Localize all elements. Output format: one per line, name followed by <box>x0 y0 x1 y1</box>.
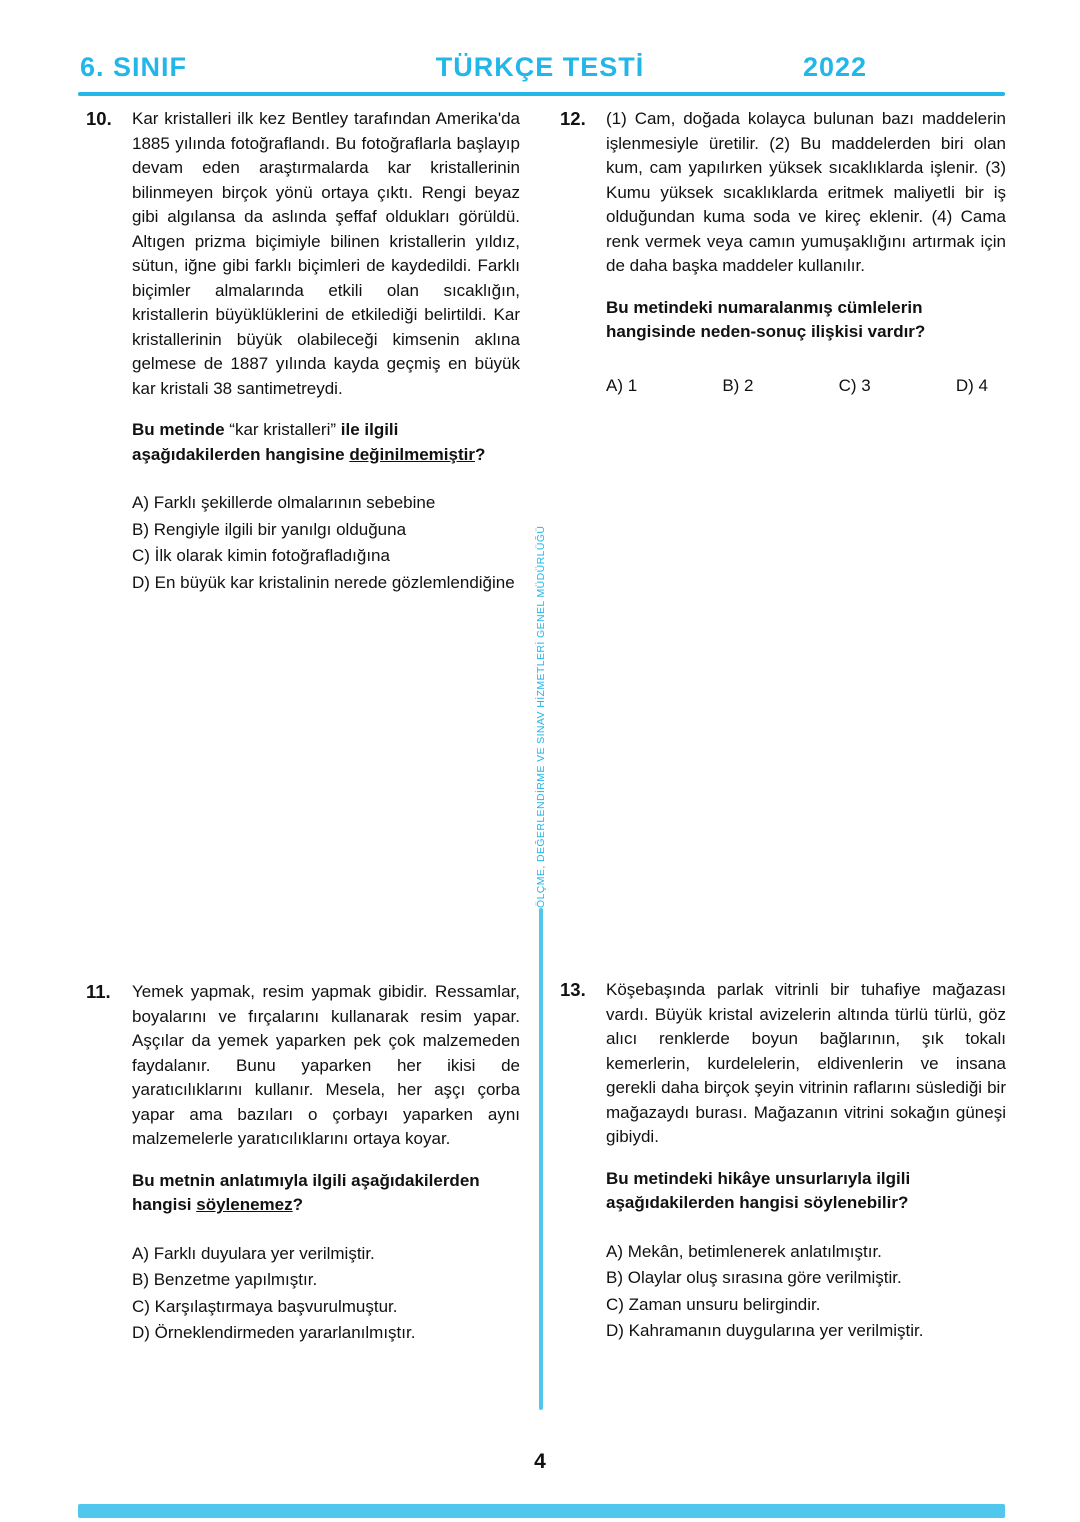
question-passage: Köşebaşında parlak vitrinli bir tuhafiye mağazası vardı. Büyük kristal avizelerin altında türlü türlü, göz alıcı renklerde boyun bağlarının, şık tokalı kemerlerin, kurdelelerin, eldivenlerin ve insana gerekli daha birçok şeyin vitrinin raflarını süslediği bir mağazaydı burası. Mağazanın vitrini sokağın güneşi gibiydi. <box>606 980 1006 1146</box>
question-stem: Bu metinde “kar kristalleri” ile ilgili aşağıdakilerden hangisine değinilmemiştir? <box>132 420 486 464</box>
question-number: 12. <box>560 108 586 129</box>
question-stem: Bu metindeki hikâye unsurlarıyla ilgili aşağıdakilerden hangisi söylenebilir? <box>606 1168 911 1212</box>
question-number: 11. <box>86 981 111 1002</box>
header-rule <box>78 92 1005 96</box>
option-c: C) İlk olarak kimin fotoğrafladığına <box>132 546 390 565</box>
question-11 <box>86 980 520 1347</box>
options-list <box>606 1239 1006 1345</box>
question-passage: Yemek yapmak, resim yapmak gibidir. Ressamlar, boyalarını ve fırçalarını kullanarak resim yapar. Aşçılar da yemek yaparken pek çok malzemeden faydalanır. Bunu yaparken her ikisi de yaratıcılıklarını kullanır. Mesela, her aşçı çorba yapar ama bazıları o çorbayı yaparken aynı malzemelerle yaratıcılıklarını ortaya koyar. <box>132 982 520 1148</box>
year-label: 2022 <box>803 52 868 82</box>
question-number: 10. <box>86 108 112 129</box>
option-b: B) Benzetme yapılmıştır. <box>132 1270 318 1289</box>
ministry-watermark: ÖLÇME, DEĞERLENDİRME VE SINAV HİZMETLERİ GENEL MÜDÜRLÜĞÜ <box>535 525 547 909</box>
option-d: D) 4 <box>955 375 988 395</box>
question-passage: Kar kristalleri ilk kez Bentley tarafından Amerika'da 1885 yılında fotoğraflandı. Bu fotoğraflarla başlayıp devam eden araştırmalarda kar kristallerinin bilinmeyen birçok yönü ortaya çıktı. Rengi beyaz gibi algılansa da aslında şeffaf oldukları görüldü. Altıgen prizma biçimiyle bilinen kristallerin yıldız, sütun, iğne gibi farklı biçimleri de kaydedildi. Farklı biçimler almalarında etkili olan sıcaklığın, kristallerin büyüklüklerini de etkilediği belirtildi. Kar kristallerinin büyük olabileceği kimsenin aklına gelmese de 1887 yılında kayda geçmiş en büyük kar kristali 38 santimetreydi. <box>132 109 520 398</box>
option-a: A) Mekân, betimlenerek anlatılmıştır. <box>606 1241 882 1261</box>
grade-label: 6. SINIF <box>80 52 188 82</box>
option-d: D) Örneklendirmeden yararlanılmıştır. <box>132 1323 416 1342</box>
test-title: TÜRKÇE TESTİ <box>435 52 645 82</box>
column-divider-line <box>539 908 543 1410</box>
question-number: 13. <box>560 979 586 1000</box>
option-b: B) Olaylar oluş sırasına göre verilmiştir. <box>606 1268 902 1287</box>
option-b: B) Rengiyle ilgili bir yanılgı olduğuna <box>132 519 407 539</box>
question-12 <box>560 107 1006 399</box>
question-stem: Bu metindeki numaralanmış cümlelerin hangisinde neden-sonuç ilişkisi vardır? <box>606 297 926 341</box>
option-c: C) Karşılaştırmaya başvurulmuştur. <box>132 1296 398 1316</box>
option-d: D) Kahramanın duygularına yer verilmiştir. <box>606 1321 924 1340</box>
question-stem: Bu metnin anlatımıyla ilgili aşağıdakilerden hangisi söylenemez? <box>132 1170 480 1214</box>
option-c: C) Zaman unsuru belirgindir. <box>606 1294 821 1314</box>
option-c: C) 3 <box>838 375 871 395</box>
options-list <box>606 373 1006 400</box>
question-13 <box>560 978 1006 1345</box>
footer-bar <box>78 1504 1005 1518</box>
page-number: 4 <box>534 1450 546 1473</box>
option-b: B) 2 <box>722 375 754 395</box>
option-a: A) 1 <box>606 375 638 395</box>
question-passage: (1) Cam, doğada kolayca bulunan bazı maddelerin işlenmesiyle üretilir. (2) Bu maddelerden biri olan kum, cam yapılırken yüksek sıcaklıklarda işlenir. (3) Kumu yüksek sıcaklıklarda eritmek maliyetli bir iş olduğundan kuma soda ve kireç eklenir. (4) Cama renk vermek veya camın yumuşaklığını artırmak için de daha başka maddeler kullanılır. <box>606 109 1006 275</box>
question-10 <box>86 107 520 596</box>
options-list <box>132 1241 520 1347</box>
options-list <box>132 490 520 596</box>
option-a: A) Farklı duyulara yer verilmiştir. <box>132 1243 375 1263</box>
page-header <box>0 0 1080 96</box>
option-a: A) Farklı şekillerde olmalarının sebebine <box>132 493 436 512</box>
option-d: D) En büyük kar kristalinin nerede gözlemlendiğine <box>132 572 515 592</box>
